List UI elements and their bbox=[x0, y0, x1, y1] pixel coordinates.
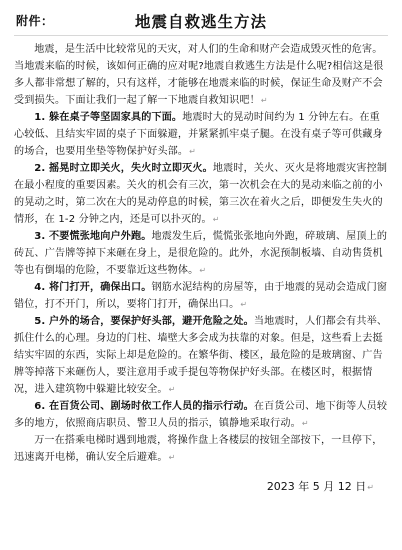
item-heading: 5. 户外的场合，要保护好头部，避开危险之处。 bbox=[34, 316, 254, 327]
item-heading: 2. 摇晃时立即关火，失火时立即灭火。 bbox=[34, 163, 213, 174]
item-text: 地震时，关火、灭火是将地震灾害控制在最小程度的重要因素。关火的机会有三次，第一次机会在大的晃动来临之前的小的晃动之时，第二次在大的晃动停息的时候，第三次在着火之后，即便发生失火的情形，在 1-2 分钟之内，还是可以扑灭的。 bbox=[14, 163, 388, 225]
item-text: 在百货公司、地下街等人员较多的地方，依照商店职员、警卫人员的指示，镇静地采取行动。 bbox=[14, 401, 388, 429]
attachment-label: 附件： bbox=[16, 14, 54, 28]
item-paragraph-5 bbox=[14, 313, 388, 398]
item-heading: 1. 躲在桌子等坚固家具的下面。 bbox=[34, 112, 183, 123]
item-heading: 3. 不要慌张地向户外跑。 bbox=[34, 231, 152, 242]
item-paragraph-4 bbox=[14, 279, 388, 313]
paragraph-mark: ↵ bbox=[168, 385, 176, 394]
paragraph-mark: ↵ bbox=[199, 266, 207, 275]
item-text: 地震时大的晃动时间约为 1 分钟左右。在重心较低、且结实牢固的桌子下面躲避，并紧紧抓牢桌子腿。在没有桌子等可供藏身的场合，也要用坐垫等物保护好头部。 bbox=[14, 112, 383, 157]
item-text: 当地震时，人们都会有共举、抓住什么的心理。身边的门柱、墙壁大多会成为扶靠的对象。但是，这些看上去挺结实牢固的东西，实际上却是危险的。在繁华街、楼区，最危险的是玻璃窗、广告牌等掉落下来砸伤人，要注意用手或手提包等物保护好头部。在楼区时，根据情况，进入建筑物中躲避比较安全。 bbox=[14, 316, 388, 395]
item-heading: 6. 在百货公司、剧场时依工作人员的指示行动。 bbox=[34, 401, 254, 412]
item-paragraph-6 bbox=[14, 398, 388, 432]
item-heading: 4. 将门打开，确保出口。 bbox=[34, 282, 152, 293]
document-header bbox=[14, 10, 388, 32]
paragraph-mark: ↵ bbox=[168, 453, 176, 462]
document-date: 2023 年 5 月 12 日↵ bbox=[266, 480, 374, 493]
item-paragraph-1 bbox=[14, 109, 388, 160]
intro-paragraph: 地震，是生活中比较常见的天灾，对人们的生命和财产会造成毁灭性的危害。当地震来临的时候，该如何正确的应对呢?地震自救逃生方法是什么呢?相信这是很多人都非常想了解的，只有这样，才能够在地震来临的时候，保证生命及财产不会受到损失。下面让我们一起了解一下地震自救知识吧！↵ bbox=[14, 44, 384, 106]
item-text: 地震发生后，慌慌张张地向外跑，碎玻璃、屋顶上的砖瓦、广告牌等掉下来砸在身上，是很危险的。此外，水泥预制板墙、自动售货机等也有倒塌的危险，不要靠近这些物体。 bbox=[14, 231, 388, 276]
document-title: 地震自救逃生方法 bbox=[134, 13, 267, 31]
header-divider bbox=[14, 35, 388, 36]
paragraph-mark: ↵ bbox=[212, 215, 220, 224]
item-paragraph-2 bbox=[14, 160, 388, 228]
paragraph-mark: ↵ bbox=[189, 147, 197, 156]
item-text: 钢筋水泥结构的房屋等，由于地震的晃动会造成门窗错位，打不开门，所以，要将门打开，确保出口。 bbox=[14, 282, 388, 310]
paragraph-mark: ↵ bbox=[240, 300, 248, 309]
closing-paragraph: 万一在搭乘电梯时遇到地震，将操作盘上各楼层的按钮全部按下，一旦停下，迅速离开电梯，确认安全后避难。↵ bbox=[14, 435, 383, 463]
paragraph-mark: ↵ bbox=[367, 483, 374, 492]
paragraph-mark: ↵ bbox=[301, 419, 309, 428]
item-paragraph-3 bbox=[14, 228, 388, 279]
paragraph-mark: ↵ bbox=[260, 96, 268, 105]
